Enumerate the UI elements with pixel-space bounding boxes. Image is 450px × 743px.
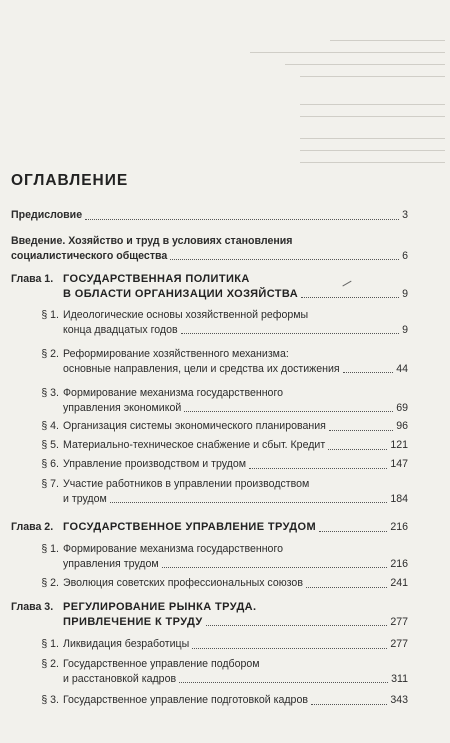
page-number: 121 [390, 439, 408, 451]
section-title-line2: основные направления, цели и средства их достижения [63, 362, 340, 375]
page-number: 216 [390, 557, 408, 570]
dot-leader [249, 468, 387, 469]
section-number: § 2. [41, 348, 59, 360]
dot-leader [85, 219, 399, 220]
toc-entry-section[interactable] [41, 347, 408, 376]
section-title-line1: Формирование механизма государственного [63, 543, 283, 555]
toc-entry-section[interactable] [41, 386, 408, 415]
section-number: § 1. [41, 638, 59, 650]
page-number: 96 [396, 420, 408, 432]
dot-leader [306, 587, 387, 588]
section-number: § 4. [41, 420, 59, 432]
entry-title: Предисловие [11, 209, 83, 221]
section-title-line2: конца двадцатых годов [63, 323, 178, 336]
section-title: Государственное управление подготовкой кадров [63, 694, 308, 706]
section-title: Эволюция советских профессиональных союзов [63, 577, 303, 589]
page-number: 3 [402, 209, 408, 221]
section-title-line2: управления экономикой [63, 401, 182, 414]
page-number: 6 [402, 249, 408, 262]
chapter-title-line2: ПРИВЛЕЧЕНИЕ К ТРУДУ [63, 615, 203, 628]
chapter-title-line1: ГОСУДАРСТВЕННАЯ ПОЛИТИКА [63, 273, 250, 285]
toc-entry-section[interactable] [41, 542, 408, 571]
page-number: 9 [402, 287, 408, 300]
dot-leader [206, 625, 388, 626]
dot-leader [343, 372, 394, 373]
dot-leader [328, 449, 387, 450]
section-title-line2: и трудом [63, 492, 107, 505]
section-title-line2: управления трудом [63, 557, 159, 570]
chapter-title: ГОСУДАРСТВЕННОЕ УПРАВЛЕНИЕ ТРУДОМ [63, 521, 317, 533]
dot-leader [162, 567, 388, 568]
page-number: 343 [390, 694, 408, 706]
toc-entry-preface[interactable] [11, 208, 408, 223]
section-title: Материально-техническое снабжение и сбыт. Кредит [63, 439, 326, 451]
entry-title-line2: социалистического общества [11, 249, 168, 262]
dot-leader [184, 411, 393, 412]
section-number: § 6. [41, 458, 59, 470]
toc-entry-chapter-2[interactable] [63, 520, 408, 535]
dot-leader [311, 704, 387, 705]
dot-leader [192, 648, 387, 649]
dot-leader [170, 259, 399, 260]
bleed-through-text [0, 0, 450, 175]
section-number: § 3. [41, 694, 59, 706]
toc-entry-section[interactable] [41, 693, 408, 708]
page-number: 277 [390, 638, 408, 650]
section-title-line1: Идеологические основы хозяйственной реформы [63, 309, 309, 321]
page-number: 277 [390, 615, 408, 628]
section-number: § 2. [41, 658, 59, 670]
toc-entry-chapter-1[interactable] [63, 272, 408, 301]
toc-entry-section[interactable] [41, 419, 408, 434]
chapter-label: Глава 1. [11, 273, 54, 285]
page-number: 9 [402, 323, 408, 336]
chapter-label: Глава 2. [11, 521, 54, 533]
section-title: Ликвидация безработицы [63, 638, 190, 650]
chapter-label: Глава 3. [11, 601, 54, 613]
section-title: Управление производством и трудом [63, 458, 247, 470]
dot-leader [301, 297, 399, 298]
page-number: 147 [390, 458, 408, 470]
toc-entry-section[interactable] [41, 637, 408, 652]
toc-heading: ОГЛАВЛЕНИЕ [11, 172, 129, 189]
toc-entry-section[interactable] [41, 308, 408, 337]
toc-entry-section[interactable] [41, 438, 408, 453]
dot-leader [329, 430, 393, 431]
page-number: 216 [390, 521, 408, 533]
section-number: § 5. [41, 439, 59, 451]
toc-entry-chapter-3[interactable] [63, 600, 408, 629]
toc-entry-section[interactable] [41, 477, 408, 506]
page-number: 311 [391, 672, 408, 685]
section-number: § 1. [41, 543, 59, 555]
section-title: Организация системы экономического планирования [63, 420, 326, 432]
dot-leader [319, 531, 387, 532]
page-number: 44 [396, 362, 408, 375]
toc-entry-section[interactable] [41, 457, 408, 472]
chapter-title-line2: В ОБЛАСТИ ОРГАНИЗАЦИИ ХОЗЯЙСТВА [63, 287, 299, 300]
section-number: § 3. [41, 387, 59, 399]
page-number: 241 [390, 577, 408, 589]
section-title-line1: Государственное управление подбором [63, 658, 260, 670]
section-title-line1: Реформирование хозяйственного механизма: [63, 348, 289, 360]
section-number: § 2. [41, 577, 59, 589]
entry-title-line1: Введение. Хозяйство и труд в условиях становления [11, 235, 293, 247]
toc-entry-section[interactable] [41, 576, 408, 591]
toc-entry-intro[interactable] [11, 234, 408, 263]
section-title-line1: Формирование механизма государственного [63, 387, 283, 399]
dot-leader [181, 333, 400, 334]
chapter-title-line1: РЕГУЛИРОВАНИЕ РЫНКА ТРУДА. [63, 601, 257, 613]
dot-leader [110, 502, 388, 503]
section-number: § 7. [41, 478, 59, 490]
dot-leader [179, 682, 388, 683]
section-title-line1: Участие работников в управлении производством [63, 478, 310, 490]
section-title-line2: и расстановкой кадров [63, 672, 177, 685]
page-number: 184 [390, 492, 408, 505]
section-number: § 1. [41, 309, 59, 321]
toc-entry-section[interactable] [41, 657, 408, 686]
page-number: 69 [396, 401, 408, 414]
